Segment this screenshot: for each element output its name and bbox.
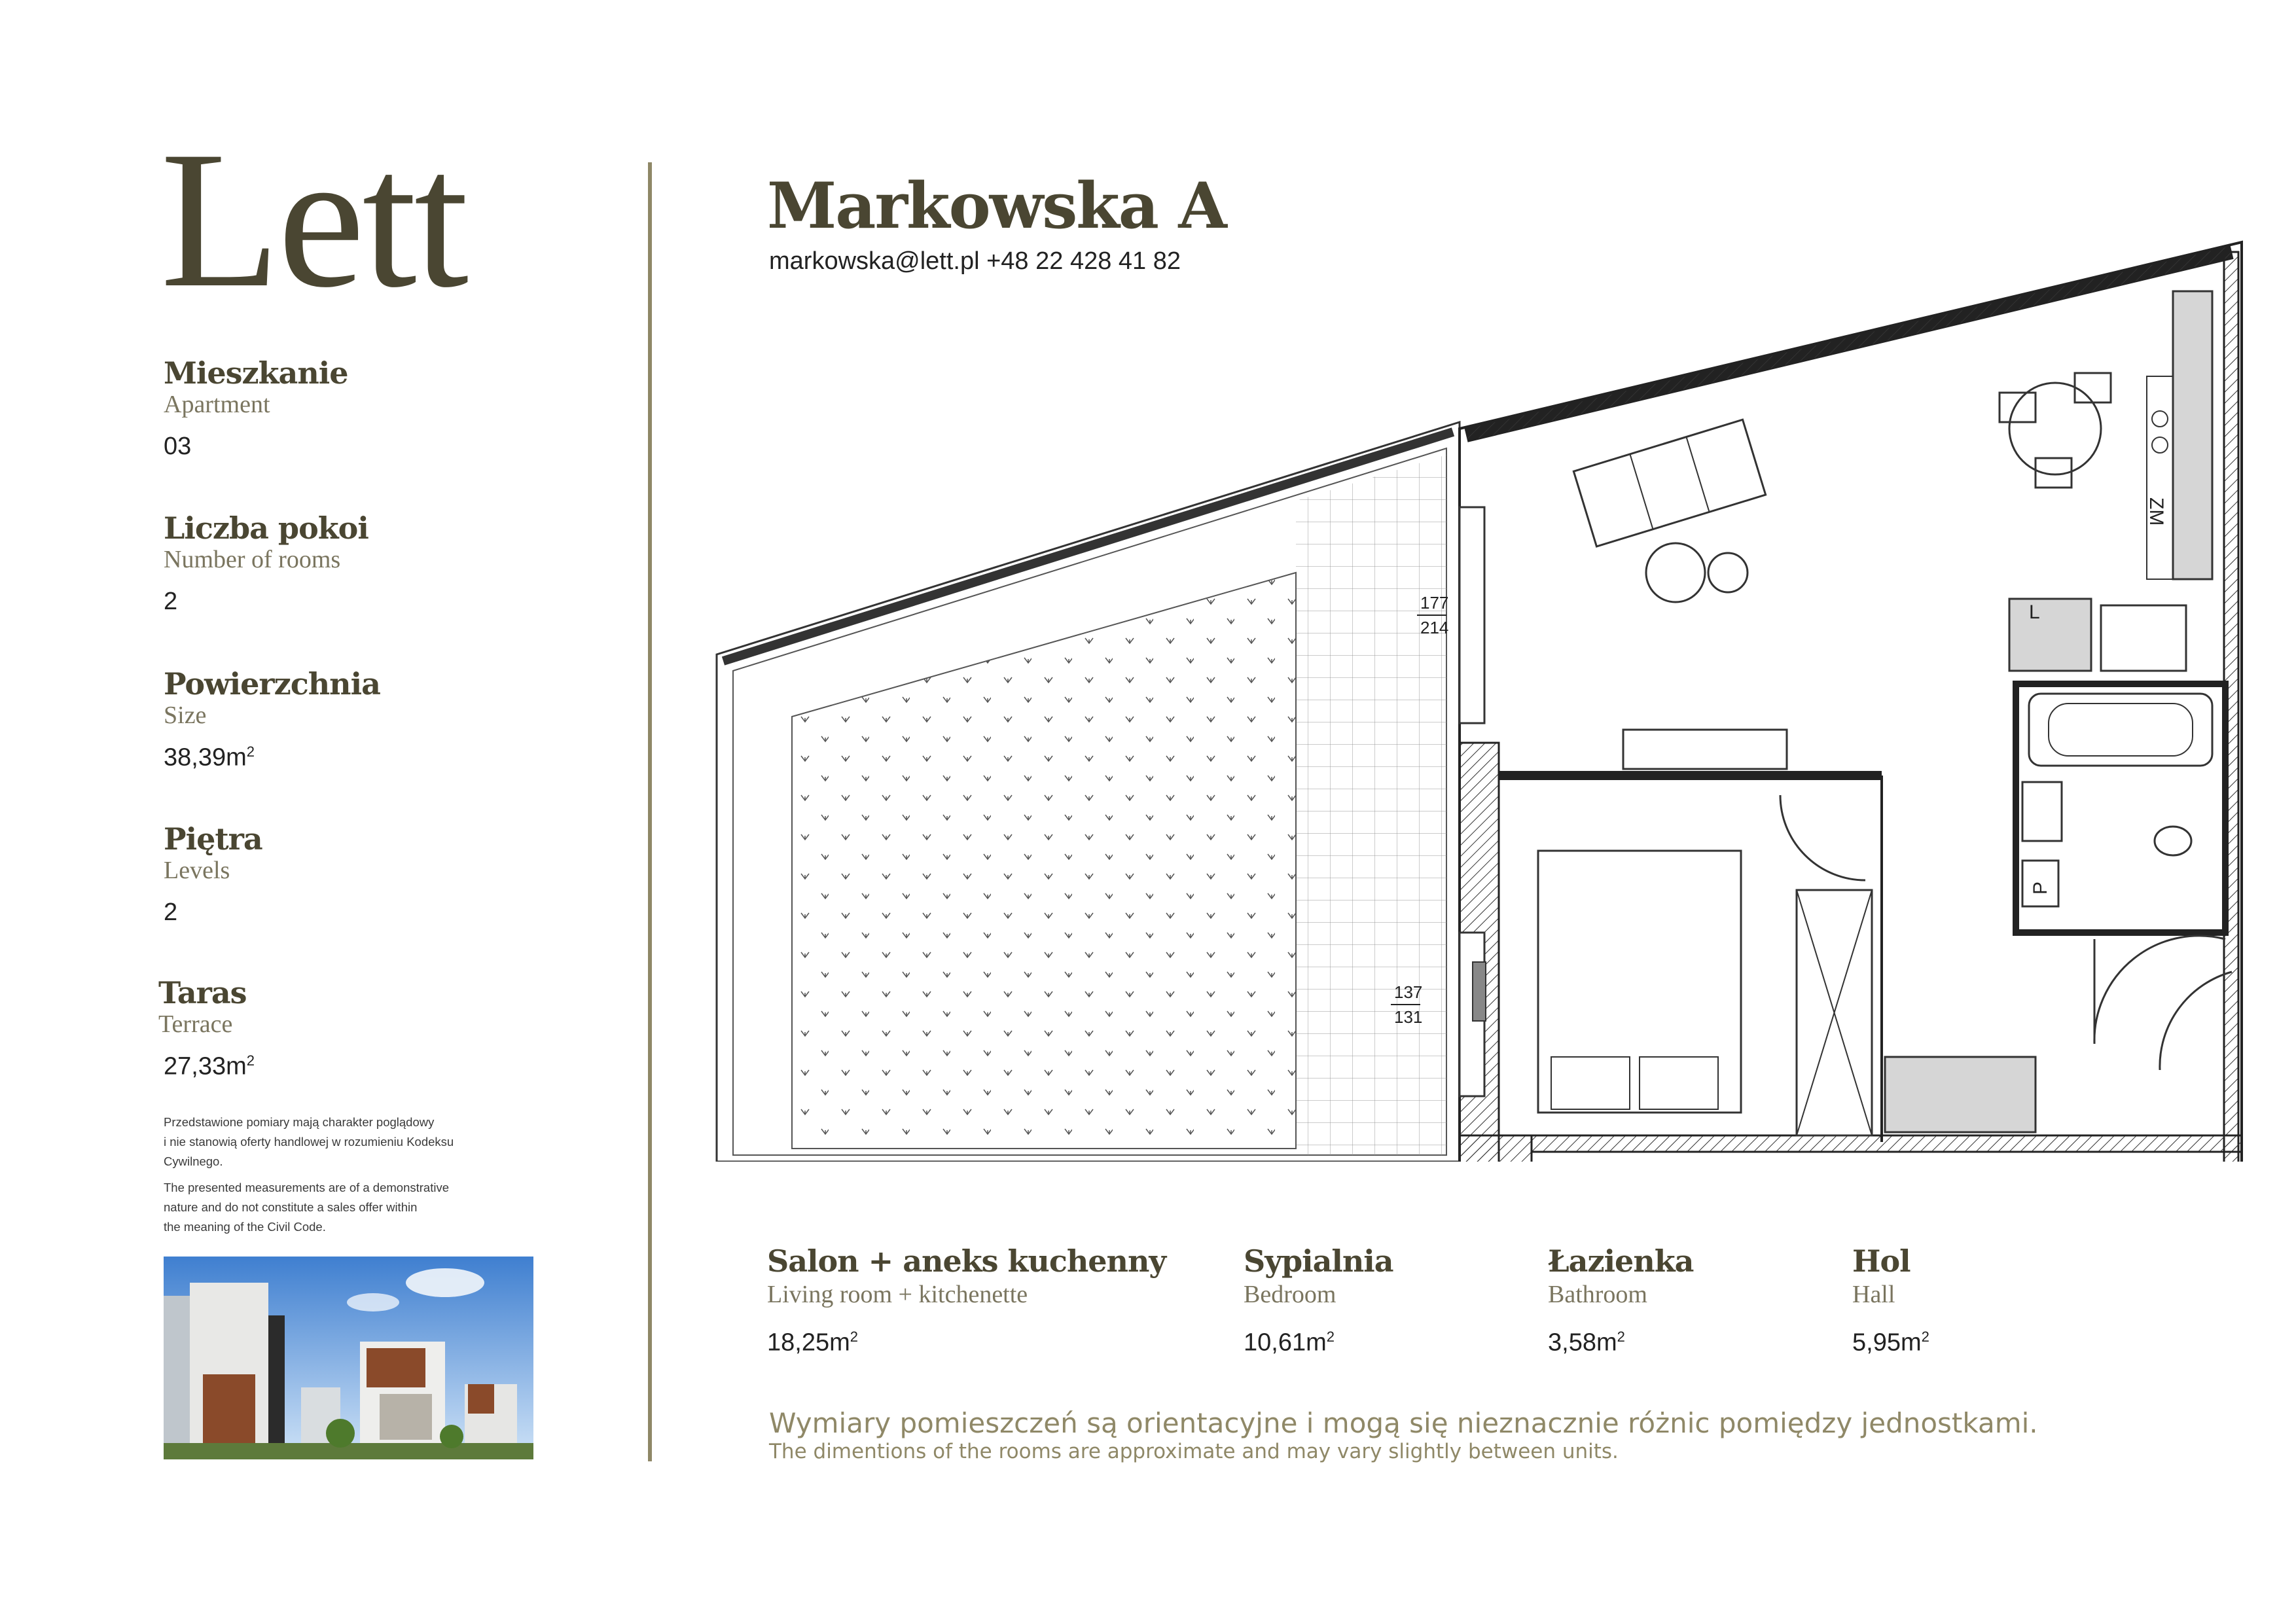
coffee-table — [1646, 543, 1705, 602]
disclaimer-line: The presented measurements are of a demonstrative — [164, 1181, 450, 1194]
spec-size — [164, 668, 556, 772]
spec-levels — [164, 823, 556, 927]
spec-value — [164, 1052, 551, 1081]
sofa — [1573, 419, 1765, 546]
brand-logo: Lett — [160, 111, 467, 328]
room-title: Łazienka — [1548, 1243, 1694, 1279]
north-wall-hatch — [1466, 252, 2232, 435]
unit-superscript: 2 — [1921, 1329, 1929, 1345]
side-table — [1708, 553, 1748, 592]
spec-title: Taras — [158, 975, 247, 1010]
plan-label-l: L — [2029, 601, 2040, 623]
spec-title: Mieszkanie — [164, 355, 348, 391]
spec-value: 2 — [164, 899, 178, 927]
hall-wardrobe — [1885, 1057, 2036, 1132]
disclaimer-pl — [164, 1113, 543, 1171]
pillow — [1551, 1057, 1630, 1109]
pillow — [1640, 1057, 1718, 1109]
building-illustration — [164, 1257, 533, 1459]
hob-ring — [2152, 411, 2168, 427]
plan-label-zm: ZM — [2145, 497, 2167, 526]
room-note-pl: Wymiary pomieszczeń są orientacyjne i mogą się nieznacznie różnic pomiędzy jednostkami. — [769, 1407, 2038, 1439]
spec-subtitle: Apartment — [164, 390, 270, 418]
unit-superscript: 2 — [850, 1329, 858, 1345]
room-subtitle: Bedroom — [1244, 1281, 1336, 1308]
toilet — [2155, 827, 2191, 855]
sw-corner — [1460, 1135, 1532, 1162]
disclaimer-line: Cywilnego. — [164, 1154, 223, 1168]
room-area — [1244, 1329, 1393, 1357]
window2-height-bottom: 131 — [1394, 1007, 1423, 1027]
terrace-tiles — [1296, 455, 1449, 1155]
room-area — [1548, 1329, 1693, 1357]
dining-chair — [2000, 393, 2036, 422]
spec-subtitle: Levels — [164, 856, 230, 884]
bathroom-door-swing — [2094, 936, 2225, 1044]
room-bedroom — [1244, 1243, 1393, 1357]
apartment-outline — [1460, 242, 2242, 1162]
room-title: Sypialnia — [1244, 1243, 1393, 1279]
room-living — [767, 1243, 1166, 1357]
room-title: Hol — [1852, 1243, 1910, 1279]
floor-plan — [707, 232, 2251, 1162]
entrance-door-swing — [2160, 972, 2232, 1070]
bathtub — [2029, 694, 2212, 766]
spec-title: Powierzchnia — [164, 666, 380, 702]
room-area — [767, 1329, 1166, 1357]
unit-superscript: 2 — [246, 1052, 255, 1069]
spec-terrace — [158, 976, 551, 1081]
unit-superscript: 2 — [246, 743, 255, 760]
window2-height-top: 137 — [1394, 982, 1423, 1002]
spec-value: 03 — [164, 433, 192, 461]
room-subtitle: Living room + kitchenette — [767, 1281, 1028, 1308]
spec-value-text: 27,33m — [164, 1052, 247, 1080]
disclaimer-line: nature and do not constitute a sales offer within — [164, 1200, 418, 1214]
radiator — [1473, 962, 1486, 1021]
wardrobe-unit — [2009, 599, 2091, 671]
room-area — [1852, 1329, 1929, 1357]
page-title: Markowska A — [767, 169, 1226, 243]
south-wall — [1532, 1135, 2242, 1152]
unit-superscript: 2 — [1617, 1329, 1625, 1345]
spec-subtitle: Terrace — [158, 1010, 233, 1038]
terrace-greenery — [792, 573, 1296, 1149]
disclaimer-line: i nie stanowią oferty handlowej w rozumieniu Kodeksu — [164, 1135, 454, 1149]
room-hall — [1852, 1243, 1929, 1357]
building-photo — [164, 1257, 533, 1459]
spec-title: Liczba pokoi — [164, 510, 368, 546]
window-terrace-1 — [1460, 507, 1484, 723]
room-bathroom — [1548, 1243, 1693, 1357]
room-note-en: The dimentions of the rooms are approximate and may vary slightly between units. — [769, 1440, 1619, 1463]
room-area-value: 5,95m — [1852, 1329, 1922, 1357]
spec-apartment — [164, 357, 556, 461]
fridge — [2101, 605, 2186, 671]
hob-ring — [2152, 437, 2168, 453]
spec-rooms — [164, 512, 556, 616]
disclaimer-line: the meaning of the Civil Code. — [164, 1220, 326, 1234]
room-area-value: 10,61m — [1244, 1329, 1327, 1357]
spec-subtitle: Number of rooms — [164, 545, 341, 573]
bathroom-walls — [2016, 684, 2225, 933]
spec-value: 2 — [164, 588, 178, 616]
kitchen-counter — [2147, 376, 2173, 579]
bathtub-inner — [2049, 704, 2193, 756]
dining-chair — [2075, 373, 2111, 402]
spec-title: Piętra — [164, 821, 262, 857]
contact-line: markowska@lett.pl +48 22 428 41 82 — [769, 247, 1181, 275]
room-area-value: 18,25m — [767, 1329, 850, 1357]
spec-subtitle: Size — [164, 701, 207, 729]
bedroom-door-swing — [1780, 795, 1865, 880]
column-divider — [648, 162, 652, 1461]
disclaimer-en — [164, 1178, 543, 1237]
window1-height-top: 177 — [1420, 593, 1449, 613]
unit-superscript: 2 — [1326, 1329, 1335, 1345]
room-subtitle: Hall — [1852, 1281, 1895, 1308]
washbasin — [2022, 782, 2062, 841]
spec-value — [164, 743, 556, 772]
kitchen-cabinets — [2173, 291, 2212, 579]
disclaimer-line: Przedstawione pomiary mają charakter poglądowy — [164, 1115, 435, 1129]
window1-height-bottom: 214 — [1420, 618, 1449, 637]
spec-value-text: 38,39m — [164, 743, 247, 772]
dining-table — [2009, 383, 2101, 474]
room-title: Salon + aneks kuchenny — [767, 1243, 1166, 1279]
console-desk — [1623, 730, 1787, 769]
room-subtitle: Bathroom — [1548, 1281, 1647, 1308]
room-area-value: 3,58m — [1548, 1329, 1617, 1357]
plan-label-p: P — [2030, 881, 2051, 895]
